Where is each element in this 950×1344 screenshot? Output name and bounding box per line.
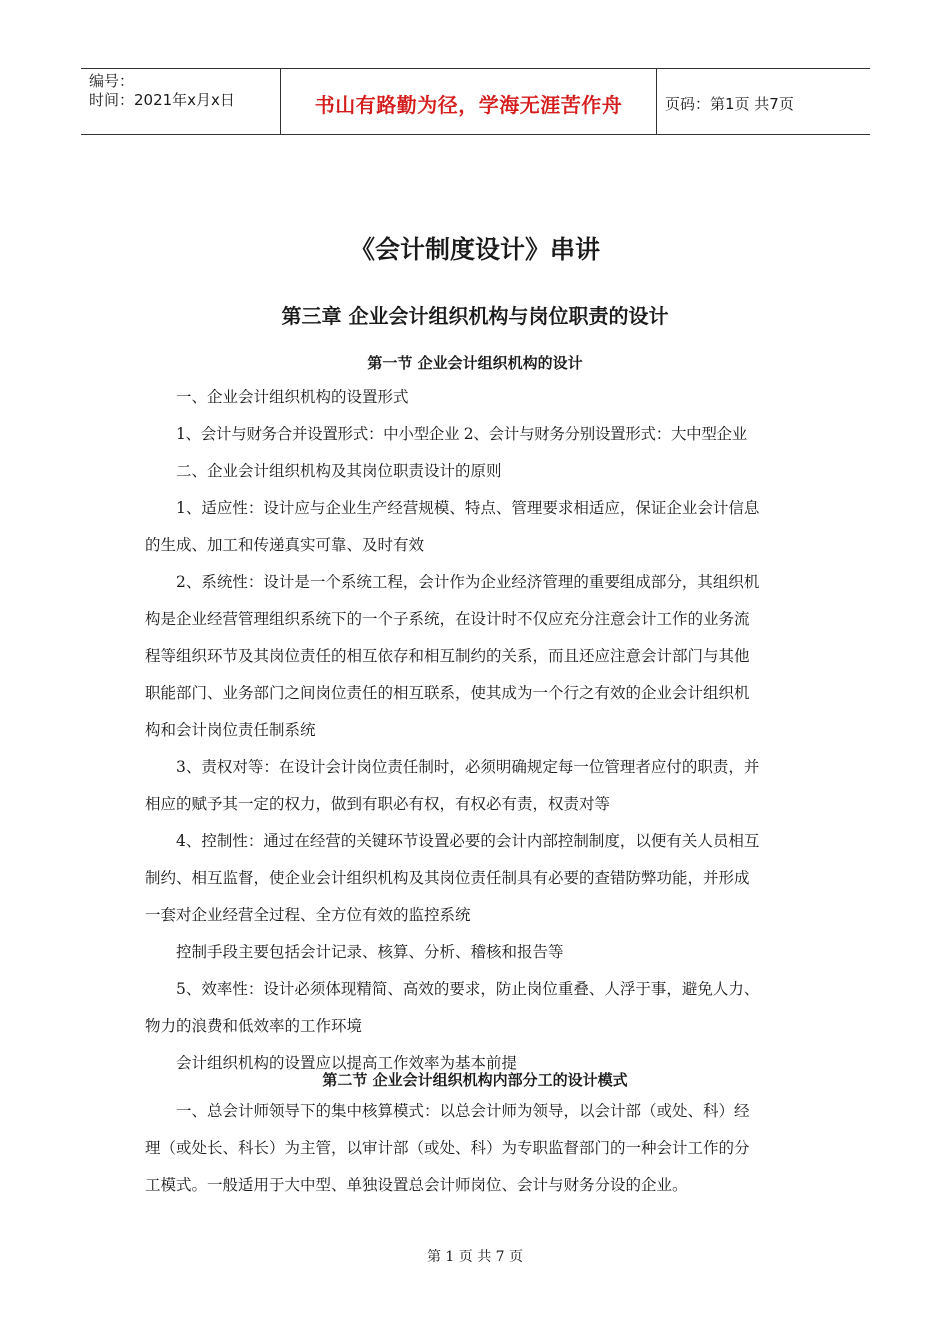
paragraph: 一、总会计师领导下的集中核算模式：以总会计师为领导，以会计部（或处、科）经 (176, 1102, 750, 1120)
header-page-info: 页码：第1页 共7页 (665, 94, 794, 113)
paragraph: 5、效率性：设计必须体现精简、高效的要求，防止岗位重叠、人浮于事，避免人力、 (176, 980, 760, 998)
paragraph: 二、企业会计组织机构及其岗位职责设计的原则 (176, 462, 502, 480)
paragraph: 职能部门、业务部门之间岗位责任的相互联系，使其成为一个行之有效的企业会计组织机 (145, 684, 750, 702)
paragraph: 程等组织环节及其岗位责任的相互依存和相互制约的关系，而且还应注意会计部门与其他 (145, 647, 750, 665)
section-1-body (145, 379, 810, 1082)
section-1-title: 第一节 企业会计组织机构的设计 (367, 354, 583, 372)
paragraph: 控制手段主要包括会计记录、核算、分析、稽核和报告等 (176, 943, 564, 961)
paragraph: 一套对企业经营全过程、全方位有效的监控系统 (145, 906, 471, 924)
page-footer: 第 1 页 共 7 页 (426, 1249, 524, 1265)
paragraph: 会计组织机构的设置应以提高工作效率为基本前提 (176, 1054, 518, 1072)
section-2-body (145, 1093, 810, 1204)
number-label: 编号： (89, 72, 135, 90)
paragraph: 3、责权对等：在设计会计岗位责任制时，必须明确规定每一位管理者应付的职责，并 (176, 758, 760, 776)
paragraph: 构是企业经营管理组织系统下的一个子系统，在设计时不仅应充分注意会计工作的业务流 (145, 610, 750, 628)
paragraph: 2、系统性：设计是一个系统工程，会计作为企业经济管理的重要组成部分，其组织机 (176, 573, 760, 591)
header-motto: 书山有路勤为径，学海无涯苦作舟 (281, 69, 657, 134)
paragraph: 理（或处长、科长）为主管，以审计部（或处、科）为专职监督部门的一种会计工作的分 (145, 1139, 750, 1157)
section-2-title: 第二节 企业会计组织机构内部分工的设计模式 (322, 1071, 628, 1089)
paragraph: 制约、相互监督，使企业会计组织机构及其岗位责任制具有必要的查错防弊功能，并形成 (145, 869, 750, 887)
paragraph: 工模式。一般适用于大中型、单独设置总会计师岗位、会计与财务分设的企业。 (145, 1176, 688, 1194)
paragraph: 1、适应性：设计应与企业生产经营规模、特点、管理要求相适应，保证企业会计信息 (176, 499, 760, 517)
header-meta-cell (81, 69, 281, 134)
paragraph: 构和会计岗位责任制系统 (145, 721, 316, 739)
document-title: 《会计制度设计》串讲 (349, 235, 600, 264)
paragraph: 物力的浪费和低效率的工作环境 (145, 1017, 363, 1035)
paragraph: 相应的赋予其一定的权力，做到有职必有权，有权必有责，权责对等 (145, 795, 611, 813)
paragraph: 的生成、加工和传递真实可靠、及时有效 (145, 536, 425, 554)
paragraph: 一、企业会计组织机构的设置形式 (176, 388, 409, 406)
paragraph: 1、会计与财务合并设置形式：中小型企业 2、会计与财务分别设置形式：大中型企业 (176, 425, 747, 443)
time-label: 时间：2021年x月x日 (89, 91, 235, 109)
chapter-title: 第三章 企业会计组织机构与岗位职责的设计 (281, 304, 669, 328)
paragraph: 4、控制性：通过在经营的关键环节设置必要的会计内部控制制度，以便有关人员相互 (176, 832, 760, 850)
header-table (81, 68, 870, 135)
